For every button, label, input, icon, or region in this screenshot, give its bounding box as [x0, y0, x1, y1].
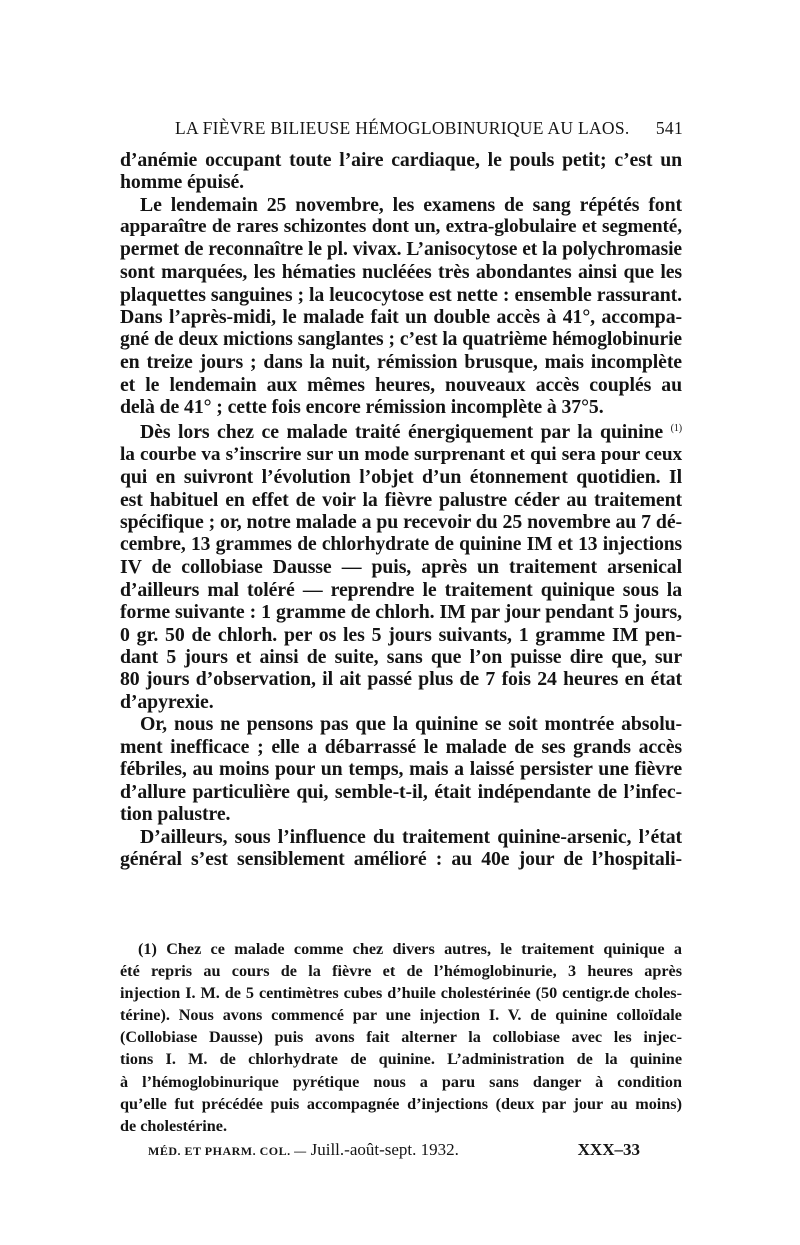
text-line: homme épuisé.: [120, 171, 244, 194]
footnote-line: injection I. M. de 5 centimètres cubes d’huile cholestérinée (50 centigr.de choles-: [120, 984, 682, 1003]
text-line: 80 jours d’observation, il ait passé plus de 7 fois 24 heures en état: [120, 668, 682, 691]
page-number: 541: [655, 118, 683, 138]
footnote-line: tions I. M. de chlorhydrate de quinine. L’administration de la quinine: [120, 1050, 682, 1069]
text-line: ment inefficace ; elle a débarrassé le malade de ses grands accès: [120, 735, 682, 758]
text-line: plaquettes sanguines ; la leucocytose est nette : ensemble rassurant.: [120, 283, 682, 306]
page-footer: [148, 1140, 640, 1160]
text-line: delà de 41° ; cette fois encore rémission incomplète à 37°5.: [120, 395, 604, 418]
text-line: gné de deux mictions sanglantes ; c’est la quatrième hémoglobinurie: [120, 328, 682, 350]
body-text: [120, 149, 682, 871]
footer-left: [148, 1140, 459, 1160]
text-line: la courbe va s’inscrire sur un mode surprenant et qui sera pour ceux: [120, 443, 682, 465]
text-line: D’ailleurs, sous l’influence du traitement quinine-arsenic, l’état: [140, 825, 682, 848]
text-line: 0 gr. 50 de chlorh. per os les 5 jours suivants, 1 gramme IM pen-: [120, 623, 682, 646]
text-line: d’ailleurs mal toléré — reprendre le traitement quinique sous la: [120, 578, 682, 601]
text-line: général s’est sensiblement amélioré : au 40e jour de l’hospitali-: [120, 848, 682, 871]
footnote-line: [120, 938, 682, 960]
text-line: tion palustre.: [120, 803, 231, 826]
text-line: permet de reconnaître le pl. vivax. L’anisocytose et la polychromasie: [120, 238, 682, 260]
text-line: est habituel en effet de voir la fièvre palustre céder au traitement: [120, 488, 682, 511]
text-line: spécifique ; or, notre malade a pu recevoir du 25 novembre au 7 dé-: [120, 511, 682, 534]
text-line: Or, nous ne pensons pas que la quinine se soit montrée absolu-: [140, 713, 682, 736]
footnote: [120, 938, 682, 1137]
text-line: Dans l’après-midi, le malade fait un double accès à 41°, accompa-: [120, 306, 682, 329]
text-line: cembre, 13 grammes de chlorhydrate de quinine IM et 13 injections: [120, 533, 682, 555]
text-line: Le lendemain 25 novembre, les examens de sang répétés font: [140, 193, 682, 216]
journal-abbrev: MÉD. ET PHARM. COL. —: [148, 1144, 307, 1158]
text-line: dant 5 jours et ainsi de suite, sans que l’on puisse dire que, sur: [120, 645, 682, 668]
issue-date: Juill.-août-sept. 1932.: [310, 1140, 459, 1159]
text-line: apparaître de rares schizontes dont un, extra-globulaire et segmenté,: [120, 216, 682, 238]
footnote-line: (Collobiase Dausse) puis avons fait alterner la collobiase avec les injec-: [120, 1028, 682, 1047]
text-line: fébriles, au moins pour un temps, mais a laissé persister une fièvre: [120, 758, 682, 781]
text-line: sont marquées, les hématies nucléées très abondantes ainsi que les: [120, 261, 682, 284]
running-title: LA FIÈVRE BILIEUSE HÉMOGLOBINURIQUE AU LAOS.: [175, 118, 630, 138]
footnote-marker: (1): [138, 940, 157, 958]
text-line: d’apyrexie.: [120, 690, 214, 713]
footnote-text: Chez ce malade comme chez divers autres, le traitement quinique a: [166, 940, 682, 958]
signature-mark: XXX–33: [577, 1140, 640, 1159]
page-header: [175, 118, 683, 139]
text-line: en treize jours ; dans la nuit, rémission brusque, mais incomplète: [120, 351, 682, 374]
text-line: qui en suivront l’évolution l’objet d’un étonnement quotidien. Il: [120, 466, 682, 489]
footnote-line: qu’elle fut précédée puis accompagnée d’injections (deux par jour au moins): [120, 1094, 682, 1113]
footnote-line: térine). Nous avons commencé par une injection I. V. de quinine colloïdale: [120, 1006, 682, 1025]
text-line: d’allure particulière qui, semble-t-il, était indépendante de l’infec-: [120, 780, 682, 803]
text-line: Dès lors chez ce malade traité énergiquement par la quinine: [140, 421, 664, 444]
footnote-reference: (1): [670, 423, 682, 435]
text-line: forme suivante : 1 gramme de chlorh. IM par jour pendant 5 jours,: [120, 601, 682, 624]
text-line-with-footnote-ref: [120, 418, 682, 443]
footnote-line: à l’hémoglobinurique pyrétique nous a paru sans danger à condition: [120, 1072, 682, 1091]
footnote-line: de cholestérine.: [120, 1116, 227, 1135]
footnote-line: été repris au cours de la fièvre et de l’hémoglobinurie, 3 heures après: [120, 962, 682, 981]
text-line: et le lendemain aux mêmes heures, nouveaux accès couplés au: [120, 373, 682, 396]
text-line: IV de collobiase Dausse — puis, après un traitement arsenical: [120, 556, 682, 579]
text-line: d’anémie occupant toute l’aire cardiaque, le pouls petit; c’est un: [120, 149, 682, 171]
